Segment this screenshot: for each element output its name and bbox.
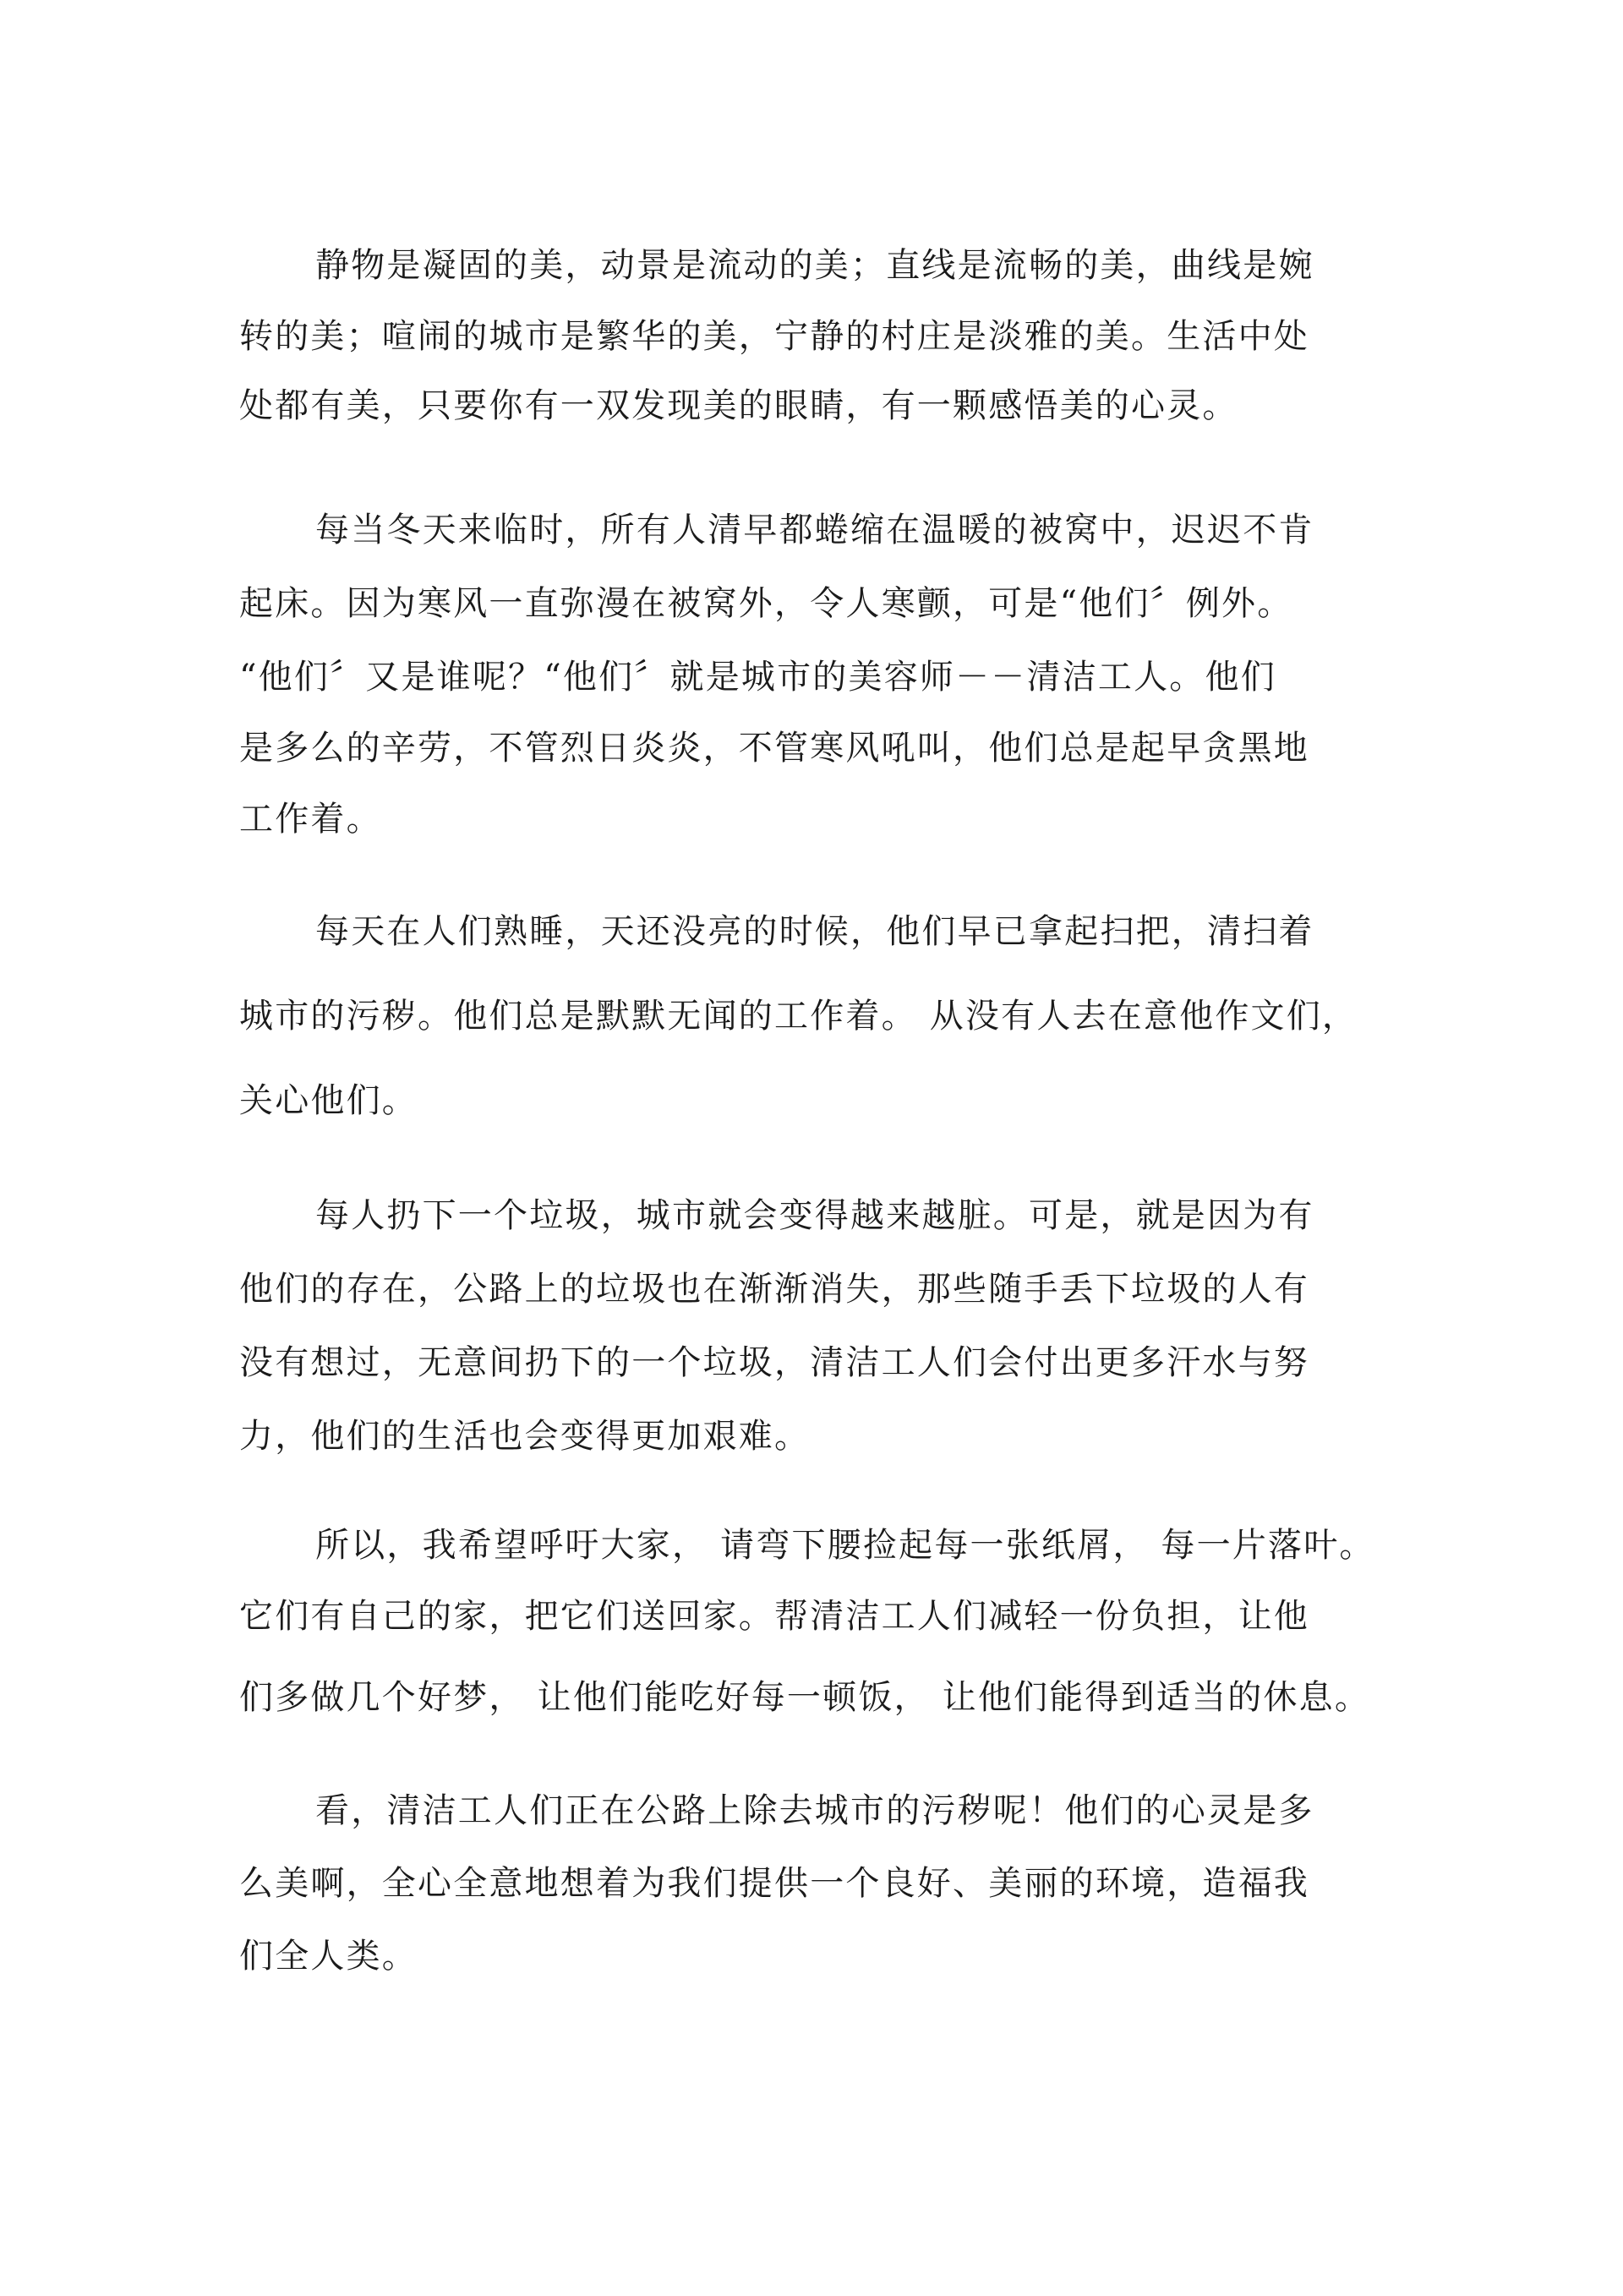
paragraph-line: 没有想过，无意间扔下的一个垃圾，清洁工人们会付出更多汗水与努: [239, 1343, 1309, 1382]
paragraph-line: 每天在人们熟睡，天还没亮的时候，他们早已拿起扫把，清扫着: [315, 912, 1314, 951]
paragraph-line: 起床。因为寒风一直弥漫在被窝外，令人寒颤，可是“他们〞例外。: [239, 584, 1293, 623]
paragraph-line: 么美啊，全心全意地想着为我们提供一个良好、美丽的环境，造福我: [239, 1864, 1309, 1903]
paragraph-line: 所以，我希望呼吁大家， 请弯下腰捡起每一张纸屑， 每一片落叶。: [315, 1526, 1375, 1565]
paragraph-line: 静物是凝固的美，动景是流动的美；直线是流畅的美，曲线是婉: [315, 246, 1314, 285]
paragraph-conclusion: [239, 1792, 1314, 1975]
paragraph-line: 它们有自己的家，把它们送回家。帮清洁工人们减轻一份负担，让他: [239, 1597, 1309, 1636]
paragraph-line: 处都有美，只要你有一双发现美的眼睛，有一颗感悟美的心灵。: [239, 386, 1238, 425]
paragraph-line: 是多么的辛劳，不管烈日炎炎，不管寒风吼叫，他们总是起早贪黑地: [239, 729, 1309, 768]
paragraph-line: 看，清洁工人们正在公路上除去城市的污秽呢！他们的心灵是多: [315, 1791, 1314, 1830]
paragraph-line: 关心他们。: [239, 1081, 418, 1120]
paragraph-appeal: [239, 1527, 1375, 1716]
paragraph-line: 工作着。: [239, 800, 382, 839]
paragraph-line: 每人扔下一个垃圾，城市就会变得越来越脏。可是，就是因为有: [315, 1196, 1314, 1235]
paragraph-line: “他们〞又是谁呢？“他们〞就是城市的美容师－－清洁工人。他们: [239, 658, 1276, 697]
paragraph-litter: [239, 1197, 1314, 1455]
paragraph-line: 他们的存在，公路上的垃圾也在渐渐消失，那些随手丢下垃圾的人有: [239, 1270, 1309, 1309]
paragraph-line: 们全人类。: [239, 1937, 418, 1976]
paragraph-winter-cleaners: [239, 511, 1314, 838]
paragraph-line: 力，他们的生活也会变得更加艰难。: [239, 1417, 811, 1456]
paragraph-beauty-everywhere: [239, 247, 1314, 424]
paragraph-early-morning: [239, 913, 1358, 1119]
paragraph-line: 们多做几个好梦， 让他们能吃好每一顿饭， 让他们能得到适当的休息。: [239, 1678, 1371, 1717]
paragraph-line: 城市的污秽。他们总是默默无闻的工作着。 从没有人去在意他作文们，: [239, 997, 1358, 1036]
paragraph-line: 每当冬天来临时，所有人清早都蜷缩在温暖的被窝中，迟迟不肯: [315, 511, 1314, 549]
paragraph-line: 转的美；喧闹的城市是繁华的美，宁静的村庄是淡雅的美。生活中处: [239, 317, 1309, 356]
